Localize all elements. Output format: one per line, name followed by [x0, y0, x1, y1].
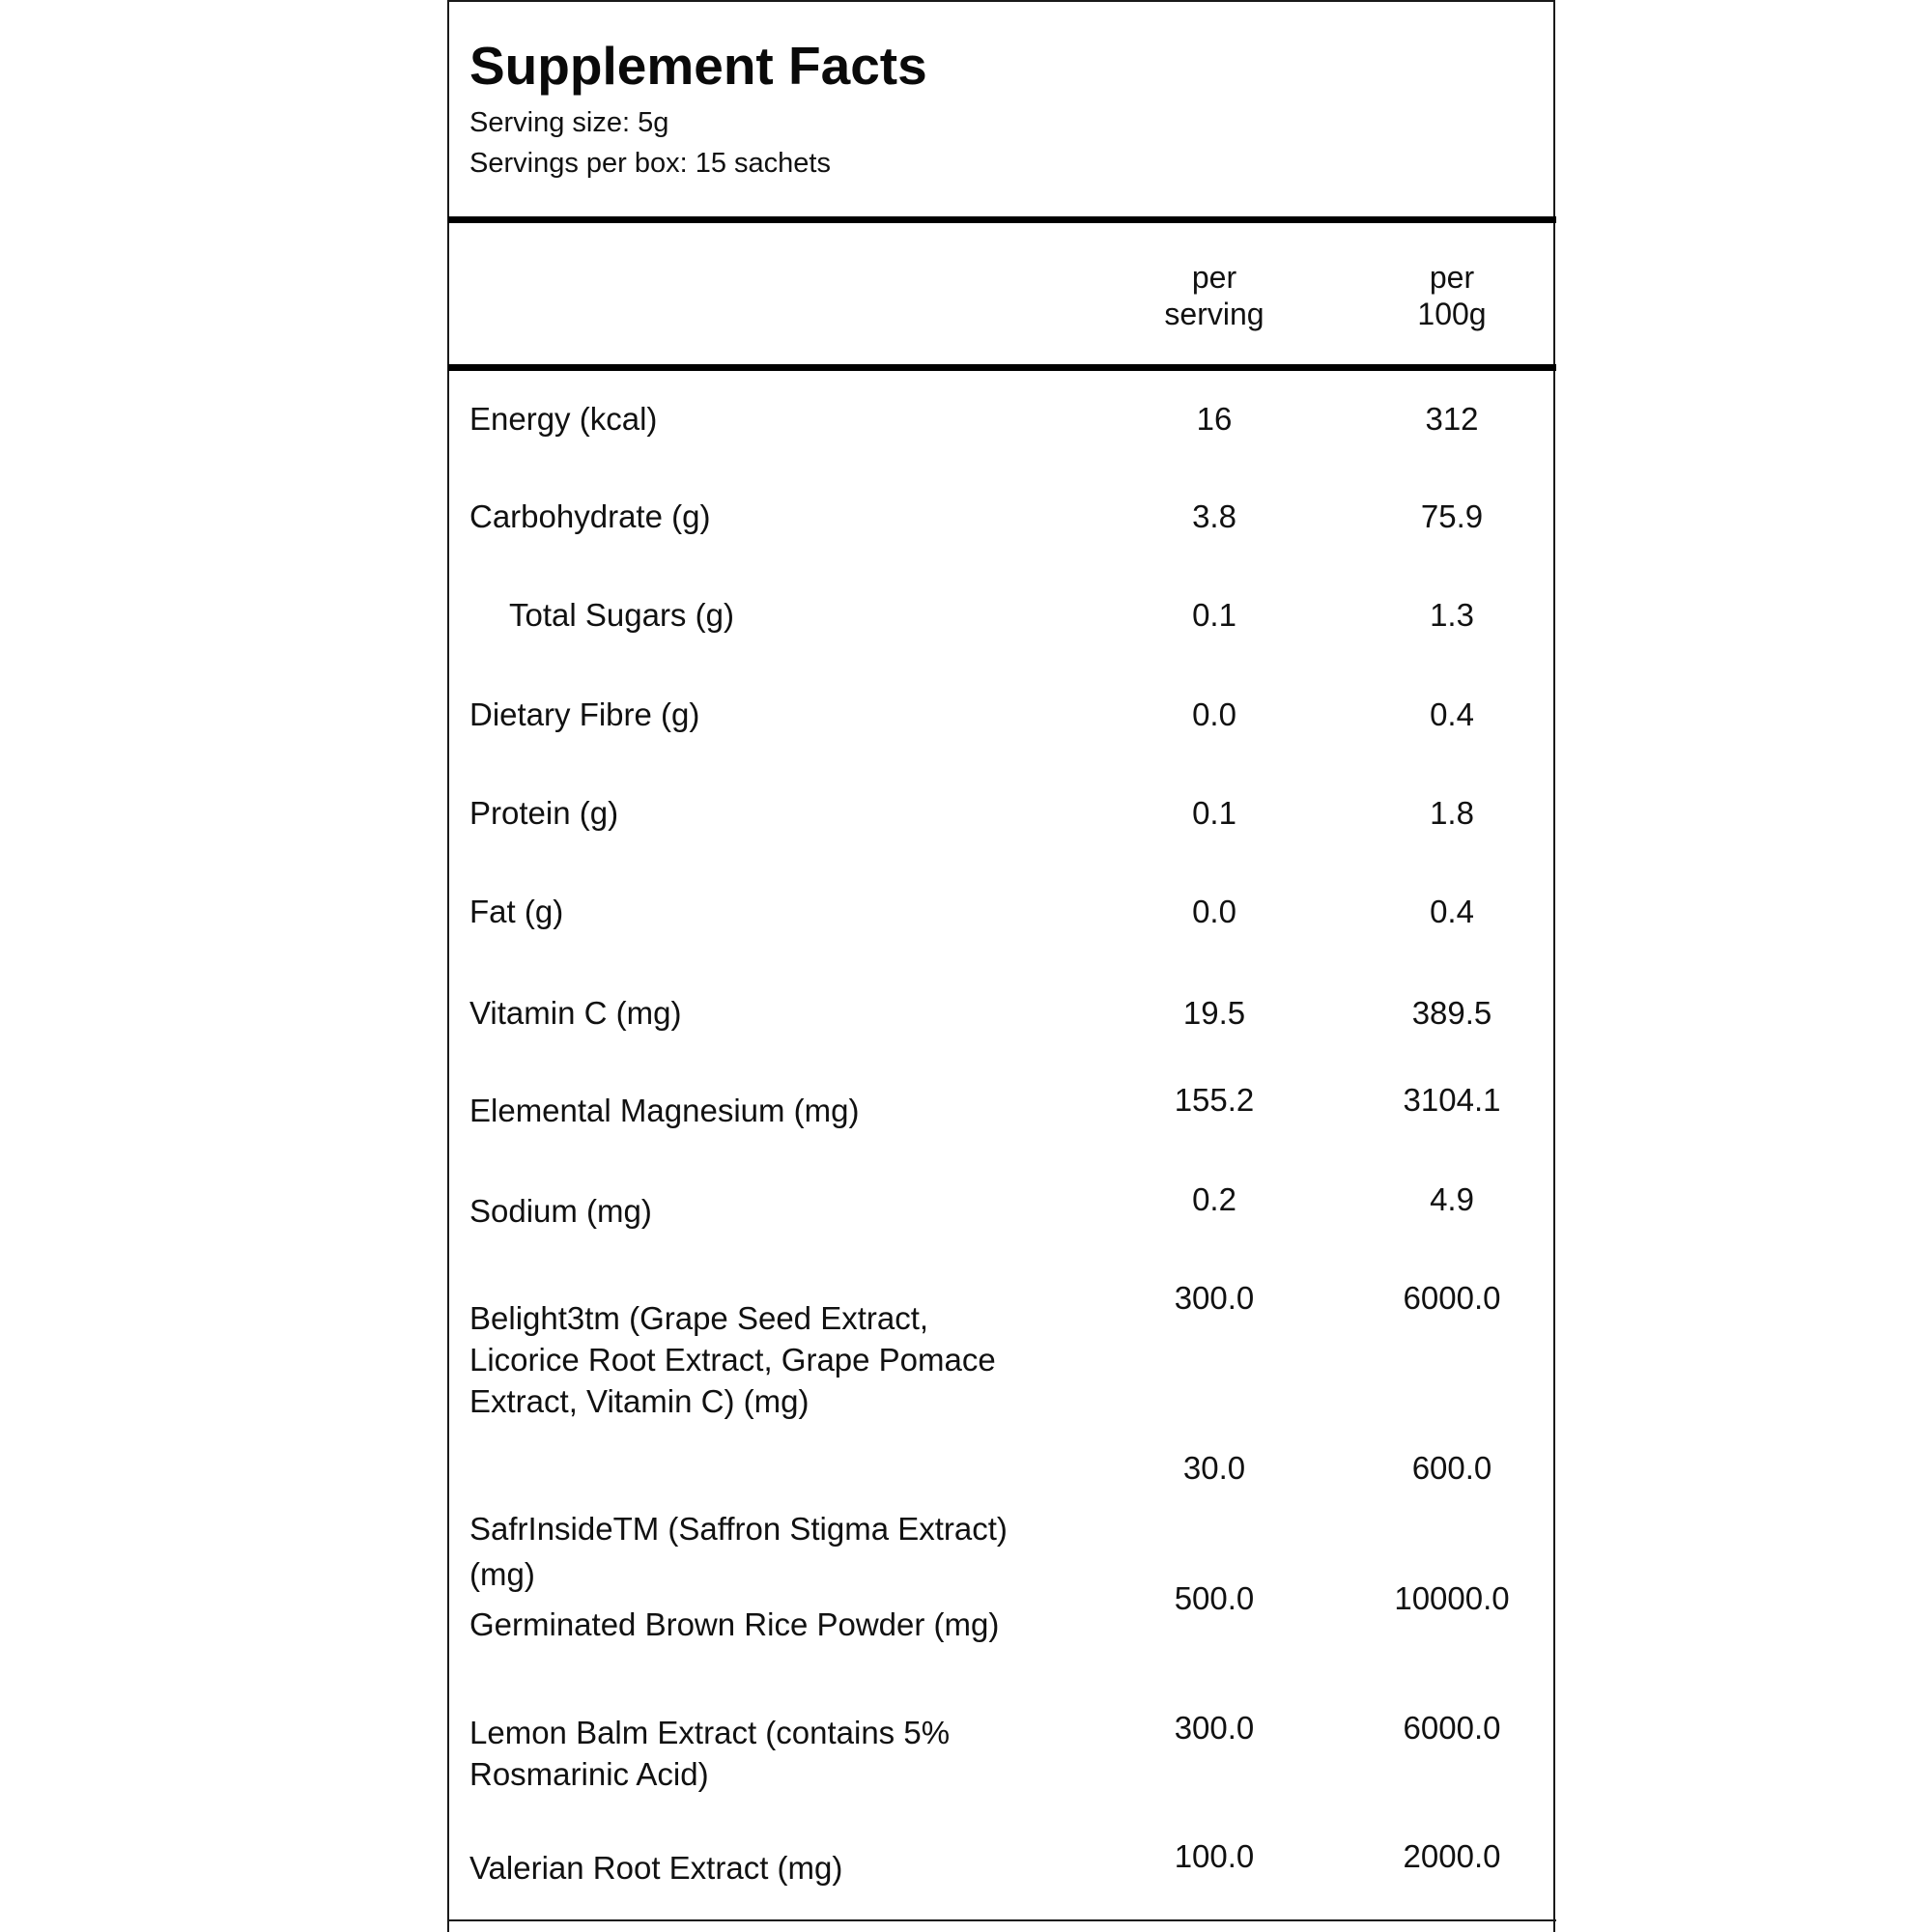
row-value-per-serving: 0.1 — [1192, 597, 1236, 633]
row-value-per-serving: 0.1 — [1192, 795, 1236, 831]
column-header-per-100g — [1333, 259, 1571, 332]
row-value-per-100g: 1.8 — [1430, 795, 1474, 831]
row-value-per-serving: 0.0 — [1192, 894, 1236, 929]
row-value-per-100g: 0.4 — [1430, 894, 1474, 929]
servings-per-box: Servings per box: 15 sachets — [469, 148, 831, 179]
column-header-line: per — [1191, 260, 1237, 295]
row-label-safrinside — [469, 1506, 1064, 1597]
row-value-per-serving: 100.0 — [1174, 1838, 1255, 1874]
column-header-line: per — [1429, 260, 1475, 295]
row-value-per-serving: 16 — [1196, 401, 1233, 437]
row-value-per-100g: 389.5 — [1411, 995, 1492, 1031]
row-label-line: Rosmarinic Acid) — [469, 1756, 709, 1792]
column-header-per-serving — [1095, 259, 1333, 332]
row-value-per-serving: 300.0 — [1174, 1280, 1255, 1316]
row-label-lemon-balm — [469, 1712, 1064, 1795]
row-value-per-serving: 19.5 — [1182, 995, 1246, 1031]
row-label-line: (mg) — [469, 1556, 535, 1592]
row-value-per-100g: 0.4 — [1430, 696, 1474, 732]
row-value-per-100g: 75.9 — [1420, 498, 1484, 534]
row-label-line: Belight3tm (Grape Seed Extract, — [469, 1300, 929, 1336]
row-label-vitamin-c: Vitamin C (mg) — [469, 995, 682, 1031]
row-value-per-100g: 3104.1 — [1403, 1082, 1501, 1118]
column-header-divider — [448, 364, 1556, 371]
row-value-per-serving: 155.2 — [1174, 1082, 1255, 1118]
row-label-carbohydrate: Carbohydrate (g) — [469, 498, 711, 534]
table-bottom-divider — [448, 1919, 1556, 1921]
row-value-per-serving: 3.8 — [1192, 498, 1236, 534]
row-value-per-100g: 312 — [1425, 401, 1479, 437]
row-value-per-serving: 30.0 — [1182, 1450, 1246, 1486]
header-divider — [448, 216, 1556, 223]
row-label-line: Licorice Root Extract, Grape Pomace — [469, 1342, 996, 1378]
row-label-sodium: Sodium (mg) — [469, 1193, 652, 1229]
row-value-per-100g: 2000.0 — [1403, 1838, 1501, 1874]
row-label-belight3tm — [469, 1297, 1064, 1422]
column-header-line: 100g — [1417, 297, 1487, 331]
row-value-per-serving: 500.0 — [1174, 1580, 1255, 1616]
row-value-per-100g: 4.9 — [1430, 1181, 1474, 1217]
row-value-per-100g: 10000.0 — [1394, 1580, 1510, 1616]
row-label-total-sugars: Total Sugars (g) — [509, 597, 734, 633]
row-value-per-serving: 0.2 — [1192, 1181, 1236, 1217]
row-label-germinated-brown-rice: Germinated Brown Rice Powder (mg) — [469, 1606, 1000, 1642]
row-label-elemental-magnesium: Elemental Magnesium (mg) — [469, 1093, 860, 1128]
row-value-per-100g: 1.3 — [1430, 597, 1474, 633]
row-label-fat: Fat (g) — [469, 894, 564, 929]
row-label-line: Extract, Vitamin C) (mg) — [469, 1383, 810, 1419]
row-value-per-serving: 0.0 — [1192, 696, 1236, 732]
row-value-per-100g: 600.0 — [1411, 1450, 1492, 1486]
column-header-line: serving — [1164, 297, 1264, 331]
serving-size: Serving size: 5g — [469, 107, 669, 138]
row-value-per-100g: 6000.0 — [1403, 1280, 1501, 1316]
row-value-per-100g: 6000.0 — [1403, 1710, 1501, 1746]
panel-title: Supplement Facts — [469, 36, 927, 96]
row-value-per-serving: 300.0 — [1174, 1710, 1255, 1746]
row-label-line: SafrInsideTM (Saffron Stigma Extract) — [469, 1511, 1008, 1547]
row-label-valerian-root: Valerian Root Extract (mg) — [469, 1850, 843, 1886]
row-label-protein: Protein (g) — [469, 795, 619, 831]
row-label-energy: Energy (kcal) — [469, 401, 658, 437]
row-label-line: Lemon Balm Extract (contains 5% — [469, 1715, 951, 1750]
row-label-dietary-fibre: Dietary Fibre (g) — [469, 696, 700, 732]
